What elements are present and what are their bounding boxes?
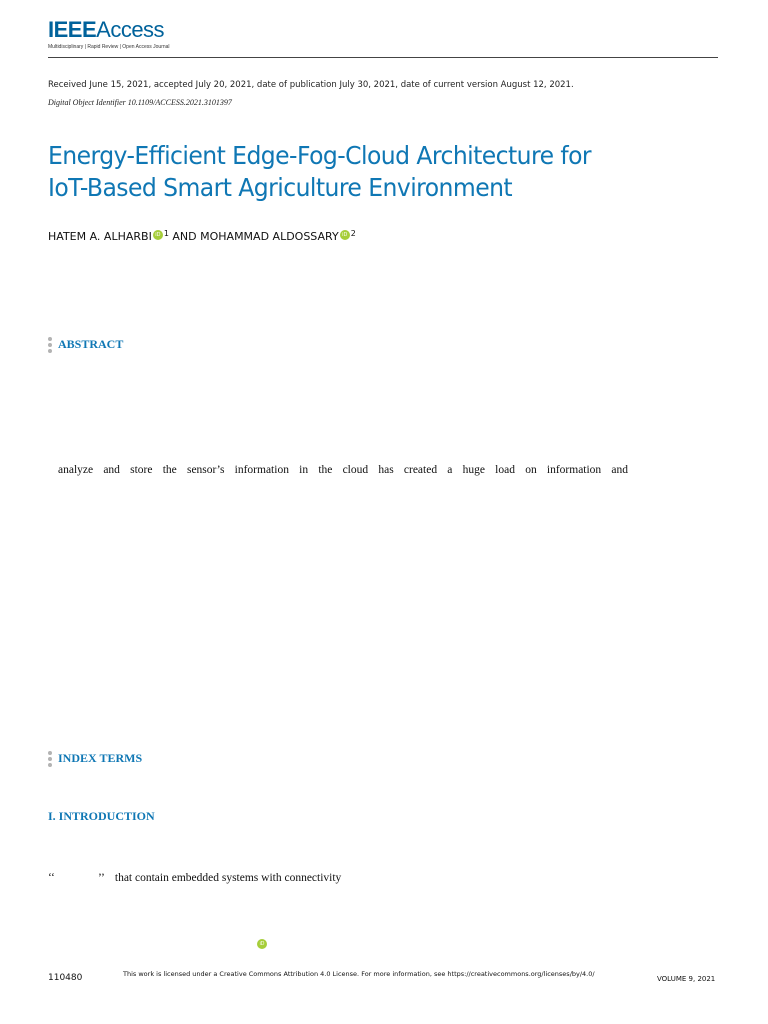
abstract-visible-line [58, 464, 628, 476]
title-line-1: Energy-Efficient Edge-Fog-Cloud Architecture for [48, 141, 592, 170]
received-dates: Received June 15, 2021, accepted July 20, 2021, date of publication July 30, 2021, date of current version August 12, 2021. [48, 80, 574, 90]
paper-title [48, 140, 631, 204]
abstract-word: and [611, 464, 628, 476]
opening-quote: ‘‘ [48, 872, 55, 884]
logo-access: Access [96, 17, 165, 42]
author-2-affiliation: 2 [350, 229, 356, 238]
abstract-word: load [495, 464, 515, 476]
author-list [48, 229, 356, 243]
volume-label: VOLUME 9, 2021 [657, 975, 716, 983]
page-number: 110480 [48, 973, 83, 983]
author-1-affiliation: 1 [163, 229, 169, 238]
abstract-word: on [525, 464, 537, 476]
abstract-word: a [447, 464, 453, 476]
author-2-name: AND MOHAMMAD ALDOSSARY [168, 230, 339, 243]
introduction-heading: I. INTRODUCTION [48, 809, 155, 823]
section-marker-icon [48, 751, 52, 769]
abstract-word: the [162, 464, 177, 476]
doi[interactable]: Digital Object Identifier 10.1109/ACCESS.2021.3101397 [48, 98, 232, 107]
closing-quote: ’’ [98, 872, 105, 884]
introduction-text: that contain embedded systems with connectivity [112, 872, 342, 884]
abstract-word: sensor’s [186, 464, 225, 476]
orcid-icon[interactable]: iD [153, 230, 163, 240]
abstract-word: the [318, 464, 333, 476]
abstract-word: store [130, 464, 153, 476]
abstract-word: created [403, 464, 438, 476]
abstract-word: and [103, 464, 120, 476]
abstract-word: huge [462, 464, 485, 476]
license-notice: This work is licensed under a Creative Commons Attribution 4.0 License. For more information, see https://creativecommons.org/licenses/by/4.0/ [123, 970, 595, 978]
introduction-visible-line [48, 872, 341, 884]
orcid-icon[interactable]: iD [257, 939, 267, 949]
orcid-icon-footnote[interactable] [256, 932, 267, 950]
abstract-word: analyze [58, 464, 94, 476]
abstract-heading: ABSTRACT [58, 337, 124, 351]
logo-ieee: IEEE [48, 17, 97, 42]
abstract-word: information [234, 464, 289, 476]
header-rule [48, 57, 718, 58]
author-1-name: HATEM A. ALHARBI [48, 230, 152, 243]
abstract-word: has [378, 464, 394, 476]
abstract-word: in [299, 464, 309, 476]
journal-logo [48, 19, 170, 50]
orcid-icon[interactable]: iD [340, 230, 350, 240]
abstract-word: cloud [342, 464, 369, 476]
title-line-2: IoT-Based Smart Agriculture Environment [48, 173, 513, 202]
journal-tagline: Multidisciplinary | Rapid Review | Open Access Journal [48, 44, 170, 50]
section-marker-icon [48, 337, 52, 355]
index-terms-heading: INDEX TERMS [58, 751, 143, 765]
abstract-word: information [546, 464, 602, 476]
logo-wordmark [48, 19, 170, 41]
